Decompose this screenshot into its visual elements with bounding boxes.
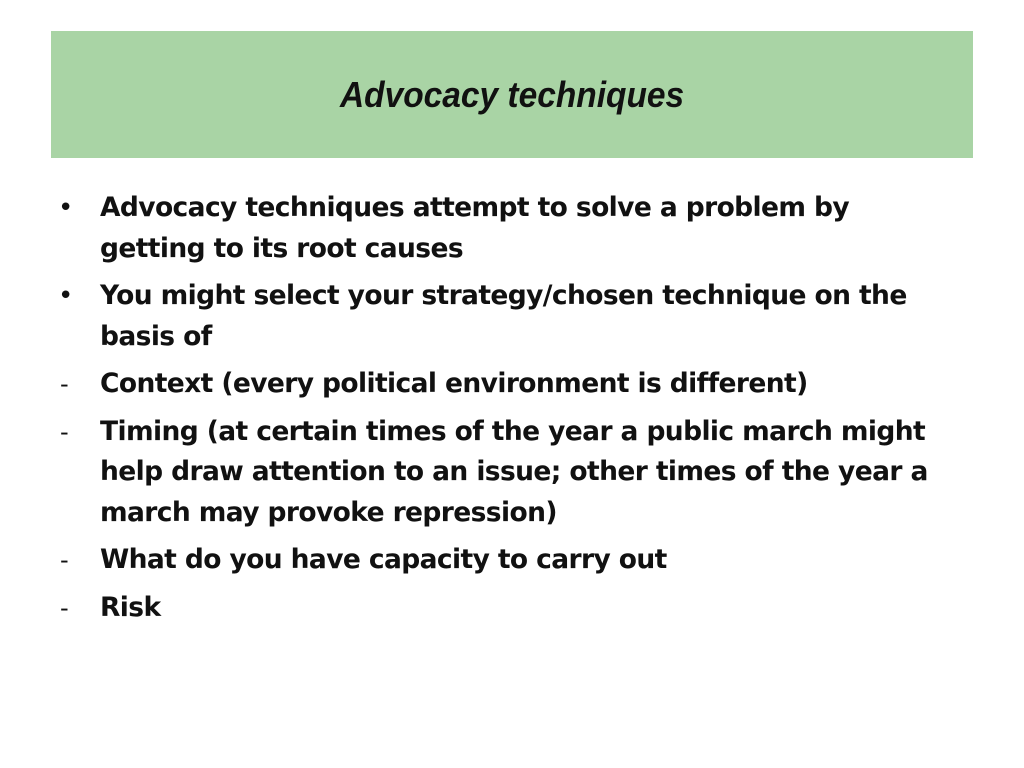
bullet-dash: - <box>60 546 69 574</box>
bullet-item <box>58 188 958 269</box>
bullet-list <box>58 188 958 635</box>
bullet-text: Context (every political environment is different) <box>100 368 808 399</box>
bullet-item <box>58 364 958 405</box>
bullet-item <box>58 588 958 629</box>
bullet-text: Advocacy techniques attempt to solve a problem by getting to its root causes <box>100 192 850 264</box>
bullet-dash: - <box>60 417 69 446</box>
bullet-dot: • <box>58 193 73 223</box>
bullet-text: What do you have capacity to carry out <box>100 544 667 575</box>
bullet-item <box>58 540 958 581</box>
bullet-text: You might select your strategy/chosen technique on the basis of <box>100 280 907 352</box>
bullet-dash: - <box>60 370 69 398</box>
bullet-dash: - <box>60 593 69 622</box>
bullet-text: Timing (at certain times of the year a public march might help draw attention to an issue; other times of the year a march may provoke repression) <box>100 415 928 528</box>
bullet-item <box>58 412 958 534</box>
bullet-text: Risk <box>100 591 161 623</box>
bullet-dot: • <box>58 281 73 311</box>
bullet-item <box>58 276 958 357</box>
title-band <box>51 31 973 158</box>
slide-title: Advocacy techniques <box>339 73 685 115</box>
